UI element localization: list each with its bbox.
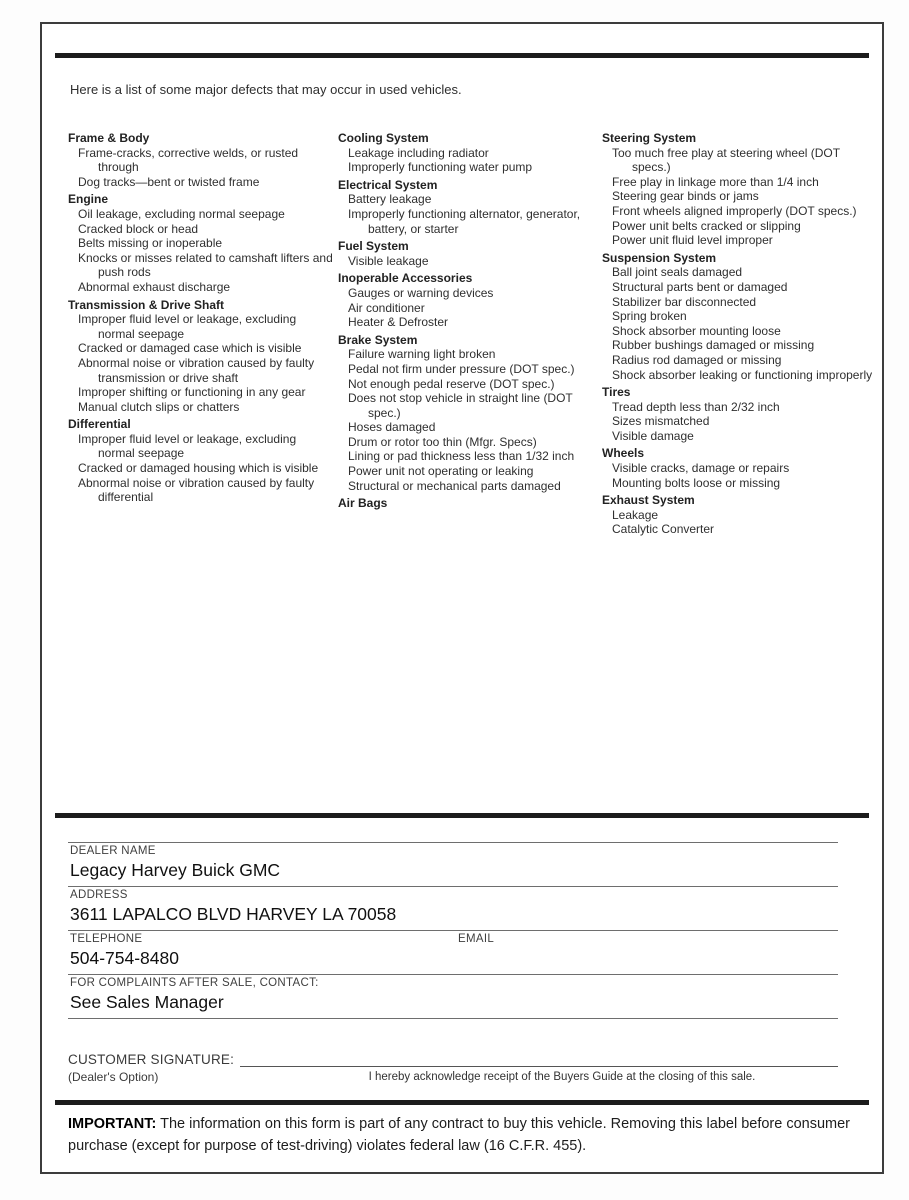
defect-item: Free play in linkage more than 1/4 inch (612, 174, 819, 189)
address-field (68, 886, 838, 930)
address-value: 3611 LAPALCO BLVD HARVEY LA 70058 (70, 904, 397, 924)
defect-item: Not enough pedal reserve (DOT spec.) (348, 376, 555, 391)
defect-section-title: Exhaust System (602, 493, 695, 508)
defect-item: Failure warning light broken (348, 347, 496, 362)
defect-item: Abnormal exhaust discharge (78, 279, 231, 294)
defect-item: Power unit not operating or leaking (348, 464, 534, 479)
important-text: The information on this form is part of any contract to buy this vehicle. Removing this label before consumer purchase (except for purpose of test-driving) violates federal law (16 C.F.R. 455). (68, 1116, 851, 1154)
defect-section-title: Suspension System (602, 250, 717, 265)
defect-section-title: Electrical System (338, 177, 438, 192)
telephone-label: TELEPHONE (70, 933, 143, 945)
defect-section-title: Transmission & Drive Shaft (68, 297, 225, 312)
defect-item: Knocks or misses related to camshaft lifters and push rods (78, 250, 333, 280)
defect-item: Dog tracks—bent or twisted frame (78, 174, 260, 189)
defect-item: Mounting bolts loose or missing (612, 475, 781, 490)
defect-item: Improperly functioning alternator, generator, battery, or starter (348, 206, 581, 236)
defect-section-title: Wheels (602, 446, 645, 461)
defect-item: Frame-cracks, corrective welds, or rusted through (78, 145, 299, 175)
defect-item: Improper fluid level or leakage, excluding normal seepage (78, 312, 297, 341)
defect-item: Belts missing or inoperable (78, 236, 223, 251)
defect-item: Oil leakage, excluding normal seepage (78, 206, 285, 221)
defect-item: Sizes mismatched (612, 414, 710, 429)
dealer-name-label: DEALER NAME (70, 845, 156, 857)
defect-item: Shock absorber mounting loose (612, 323, 781, 338)
telephone-value: 504-754-8480 (70, 948, 179, 968)
defect-item: Does not stop vehicle in straight line (DOT spec.) (348, 391, 573, 420)
important-label: IMPORTANT: (68, 1116, 157, 1132)
email-label: EMAIL (458, 933, 495, 945)
complaints-field (68, 974, 838, 1018)
defect-item: Improper fluid level or leakage, excluding normal seepage (78, 431, 297, 461)
defect-item: Lining or pad thickness less than 1/32 inch (348, 449, 575, 464)
acknowledgment-text: I hereby acknowledge receipt of the Buyers Guide at the closing of this sale. (368, 1071, 756, 1083)
defect-item: Power unit fluid level improper (612, 233, 773, 248)
defect-item: Drum or rotor too thin (Mfgr. Specs) (348, 434, 537, 449)
dealers-option-note: (Dealer's Option) (68, 1070, 159, 1084)
bottom-rule (55, 1100, 869, 1105)
defect-item: Pedal not firm under pressure (DOT spec.) (348, 361, 575, 376)
defect-item: Battery leakage (348, 192, 432, 207)
defect-section-title: Frame & Body (68, 131, 150, 145)
defect-item: Visible cracks, damage or repairs (612, 461, 790, 476)
customer-signature-row (68, 1052, 838, 1067)
defect-item: Cracked or damaged case which is visible (78, 341, 302, 356)
defect-item: Front wheels aligned improperly (DOT specs.) (612, 203, 857, 218)
customer-signature-line (240, 1052, 838, 1067)
intro-text: Here is a list of some major defects that may occur in used vehicles. (70, 82, 462, 97)
defect-item: Leakage including radiator (348, 145, 489, 160)
defect-item: Rubber bushings damaged or missing (612, 338, 815, 353)
complaints-label: FOR COMPLAINTS AFTER SALE, CONTACT: (70, 977, 319, 989)
defect-item: Steering gear binds or jams (612, 189, 759, 204)
defect-item: Structural parts bent or damaged (612, 279, 788, 294)
defect-item: Gauges or warning devices (348, 285, 494, 300)
fields-end-line (68, 1018, 838, 1019)
defect-section-title: Air Bags (338, 496, 388, 511)
buyers-guide-page (40, 22, 884, 1174)
defect-item: Power unit belts cracked or slipping (612, 218, 801, 233)
defect-section-title: Fuel System (338, 239, 409, 254)
defect-section-title: Steering System (602, 131, 697, 145)
defect-section-title: Engine (68, 192, 109, 207)
defect-item: Spring broken (612, 309, 687, 324)
defect-item: Stabilizer bar disconnected (612, 294, 757, 309)
defect-section-title: Tires (602, 385, 631, 400)
dealer-name-field (68, 842, 838, 886)
defect-item: Air conditioner (348, 300, 425, 315)
defect-section-title: Cooling System (338, 131, 429, 145)
defect-item: Shock absorber leaking or functioning improperly (612, 367, 873, 382)
defect-item: Cracked block or head (78, 221, 199, 236)
defect-item: Visible damage (612, 428, 694, 443)
defect-item: Cracked or damaged housing which is visible (78, 461, 319, 476)
defect-item: Hoses damaged (348, 420, 436, 435)
defect-item: Abnormal noise or vibration caused by faulty differential (78, 475, 315, 505)
defect-item: Catalytic Converter (612, 522, 715, 537)
defect-item: Radius rod damaged or missing (612, 352, 782, 367)
address-label: ADDRESS (70, 889, 128, 901)
defect-column-middle (338, 128, 600, 511)
customer-signature-label: CUSTOMER SIGNATURE: (68, 1052, 235, 1067)
defect-column-left (68, 128, 336, 505)
important-notice (68, 1114, 866, 1157)
defect-section-title: Differential (68, 417, 131, 432)
telephone-email-field (68, 930, 838, 974)
mid-rule (55, 813, 869, 818)
dealer-info-section (68, 842, 838, 1019)
top-rule (55, 53, 869, 58)
defect-item: Ball joint seals damaged (612, 265, 743, 280)
defect-item: Heater & Defroster (348, 315, 449, 330)
defect-section-title: Inoperable Accessories (338, 271, 473, 286)
defect-column-right (602, 128, 880, 537)
defect-item: Improperly functioning water pump (348, 160, 533, 175)
defect-section-title: Brake System (338, 332, 418, 347)
defect-item: Leakage (612, 507, 659, 522)
dealer-name-value: Legacy Harvey Buick GMC (70, 860, 281, 880)
complaints-value: See Sales Manager (70, 992, 224, 1012)
defect-item: Tread depth less than 2/32 inch (612, 399, 780, 414)
defect-item: Manual clutch slips or chatters (78, 399, 240, 414)
defect-item: Improper shifting or functioning in any gear (78, 385, 306, 400)
defect-item: Structural or mechanical parts damaged (348, 478, 561, 493)
defect-item: Abnormal noise or vibration caused by faulty transmission or drive shaft (78, 355, 315, 385)
defect-item: Too much free play at steering wheel (DOT specs.) (612, 145, 840, 175)
defect-item: Visible leakage (348, 253, 429, 268)
